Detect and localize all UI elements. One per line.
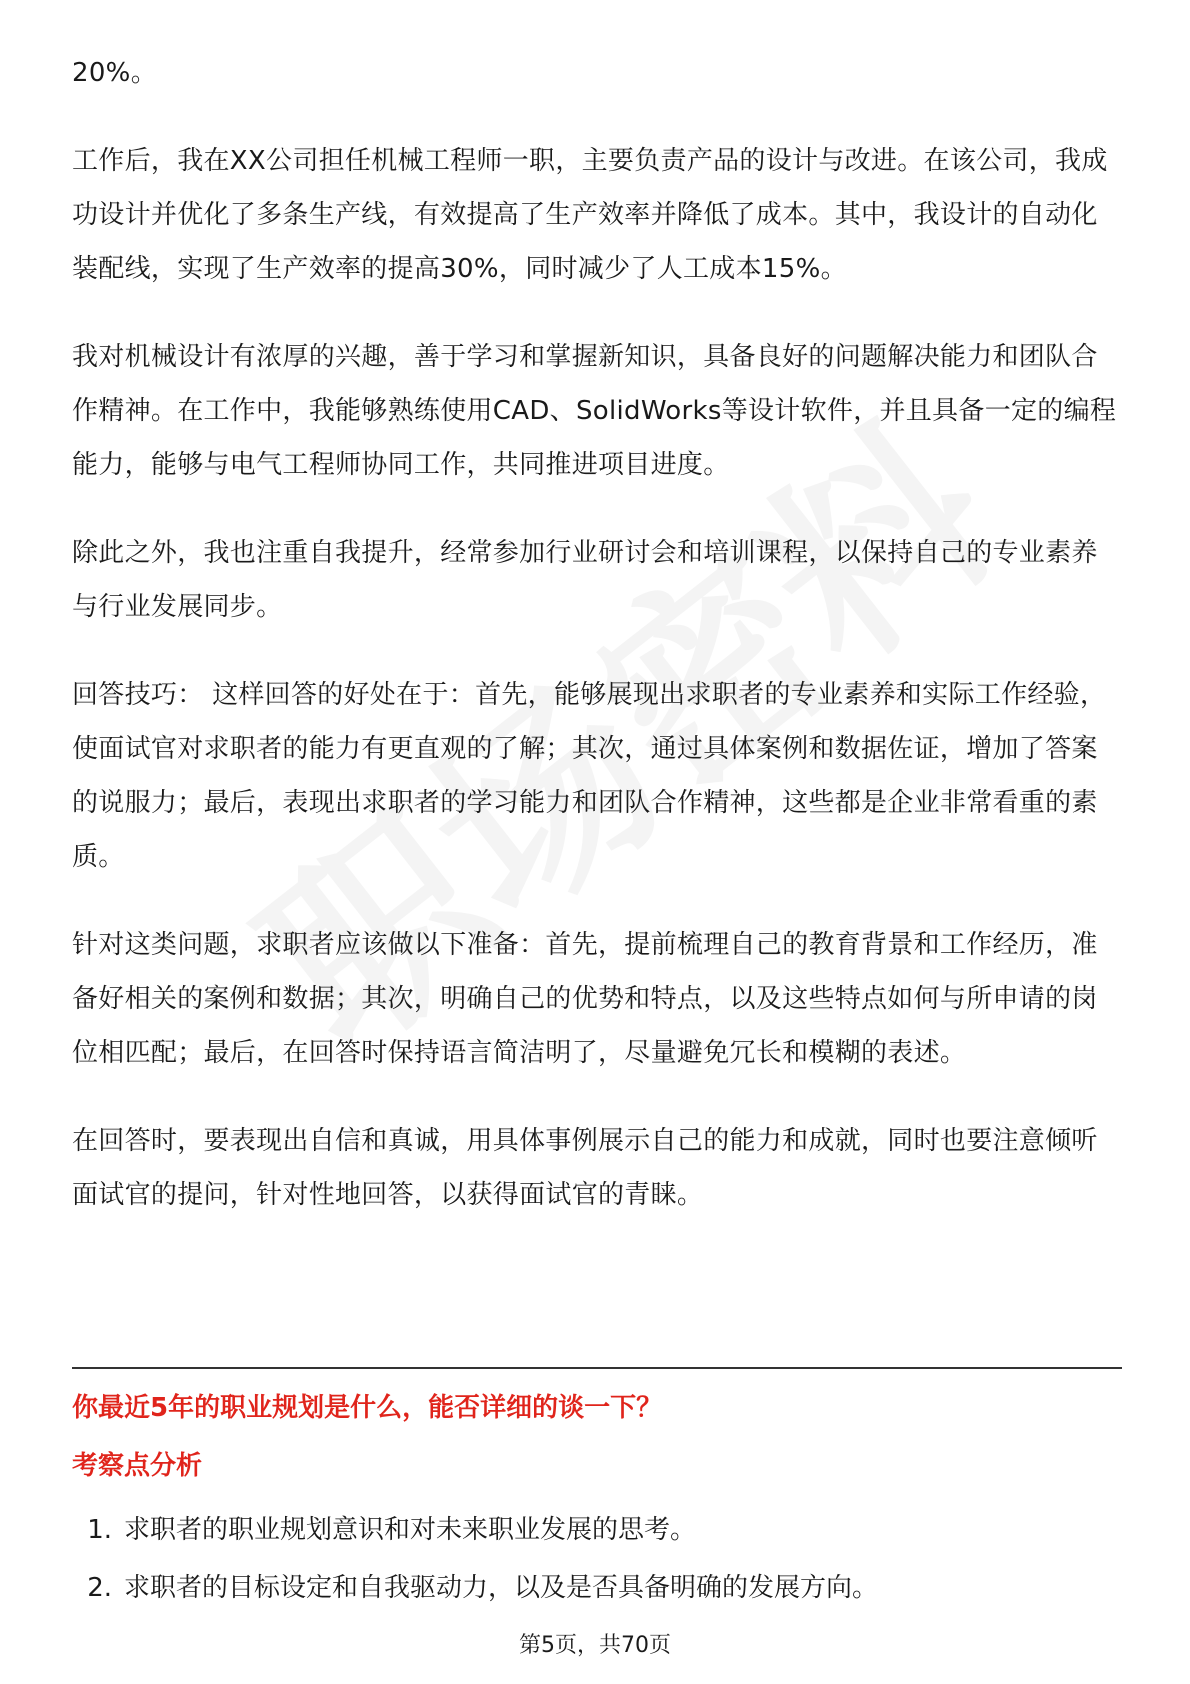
- body-content: [72, 46, 1118, 1256]
- list-item: [72, 1510, 1118, 1550]
- paragraph-continuation: 20%。: [72, 58, 157, 88]
- list-item: [72, 1568, 1118, 1608]
- list-item-number: 2.: [87, 1573, 112, 1603]
- paragraph-skills: 我对机械设计有浓厚的兴趣，善于学习和掌握新知识，具备良好的问题解决能力和团队合作精神。在工作中，我能够熟练使用CAD、SolidWorks等设计软件，并且具备一定的编程能力，能够与电气工程师协同工作，共同推进项目进度。: [72, 342, 1117, 480]
- list-item-number: 1.: [87, 1515, 112, 1545]
- list-item-text: 求职者的职业规划意识和对未来职业发展的思考。: [124, 1515, 697, 1545]
- paragraph-answer-tips: 回答技巧： 这样回答的好处在于：首先，能够展现出求职者的专业素养和实际工作经验，使面试官对求职者的能力有更直观的了解；其次，通过具体案例和数据佐证，增加了答案的说服力；最后，表现出求职者的学习能力和团队合作精神，这些都是企业非常看重的素质。: [72, 680, 1107, 872]
- list-item-text: 求职者的目标设定和自我驱动力，以及是否具备明确的发展方向。: [124, 1573, 879, 1603]
- page-footer: 第5页，共70页: [519, 1633, 671, 1658]
- question-heading: 你最近5年的职业规划是什么，能否详细的谈一下？: [72, 1393, 663, 1423]
- paragraph-self-improvement: 除此之外，我也注重自我提升，经常参加行业研讨会和培训课程，以保持自己的专业素养与行业发展同步。: [72, 538, 1098, 622]
- paragraph-work-experience: 工作后，我在XX公司担任机械工程师一职，主要负责产品的设计与改进。在该公司，我成功设计并优化了多条生产线，有效提高了生产效率并降低了成本。其中，我设计的自动化装配线，实现了生产效率的提高30%，同时减少了人工成本15%。: [72, 146, 1108, 284]
- analysis-heading: 考察点分析: [72, 1451, 203, 1481]
- paragraph-closing-advice: 在回答时，要表现出自信和真诚，用具体事例展示自己的能力和成就，同时也要注意倾听面试官的提问，针对性地回答，以获得面试官的青睐。: [72, 1126, 1098, 1210]
- section-divider: [72, 1367, 1122, 1369]
- analysis-points-list: [72, 1510, 1118, 1626]
- paragraph-preparation: 针对这类问题，求职者应该做以下准备：首先，提前梳理自己的教育背景和工作经历，准备好相关的案例和数据；其次，明确自己的优势和特点，以及这些特点如何与所申请的岗位相匹配；最后，在回答时保持语言简洁明了，尽量避免冗长和模糊的表述。: [72, 930, 1098, 1068]
